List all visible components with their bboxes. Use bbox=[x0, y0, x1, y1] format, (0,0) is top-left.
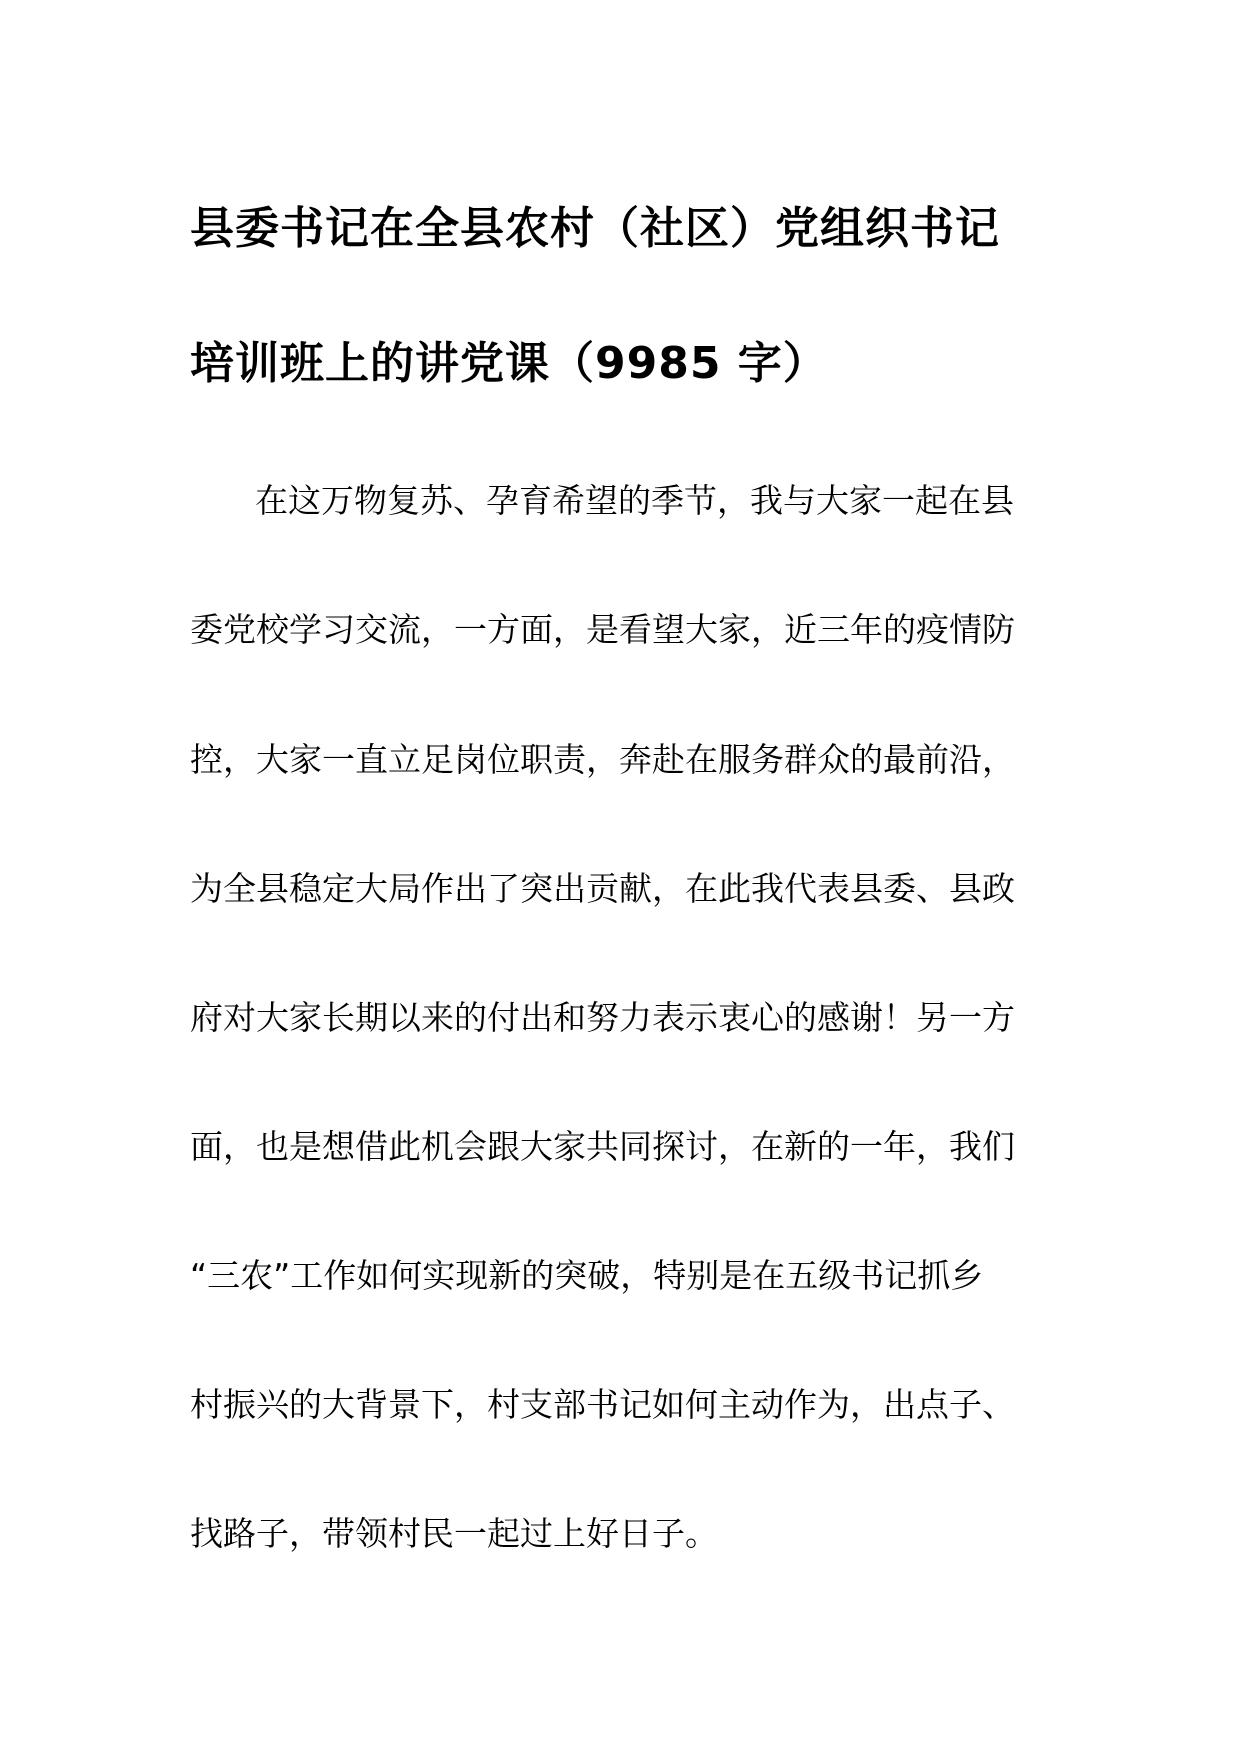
paragraph-line-3: 控，大家一直立足岗位职责，奔赴在服务群众的最前沿， bbox=[190, 740, 1015, 779]
document-title-line-2: 培训班上的讲党课（9985 字） bbox=[190, 338, 828, 389]
paragraph-line-2: 委党校学习交流，一方面，是看望大家，近三年的疫情防 bbox=[190, 610, 1015, 649]
paragraph-line-5: 府对大家长期以来的付出和努力表示衷心的感谢！另一方 bbox=[190, 998, 1015, 1037]
document-title-line-1: 县委书记在全县农村（社区）党组织书记 bbox=[190, 203, 1000, 254]
paragraph-line-1: 在这万物复苏、孕育希望的季节，我与大家一起在县 bbox=[255, 481, 1014, 520]
paragraph-line-8: 村振兴的大背景下，村支部书记如何主动作为，出点子、 bbox=[190, 1385, 1015, 1424]
paragraph-line-9: 找路子，带领村民一起过上好日子。 bbox=[190, 1514, 718, 1553]
paragraph-line-4: 为全县稳定大局作出了突出贡献，在此我代表县委、县政 bbox=[190, 869, 1015, 908]
paragraph-line-7: “三农”工作如何实现新的突破，特别是在五级书记抓乡 bbox=[190, 1256, 984, 1295]
paragraph-line-6: 面，也是想借此机会跟大家共同探讨，在新的一年，我们 bbox=[190, 1127, 1015, 1166]
